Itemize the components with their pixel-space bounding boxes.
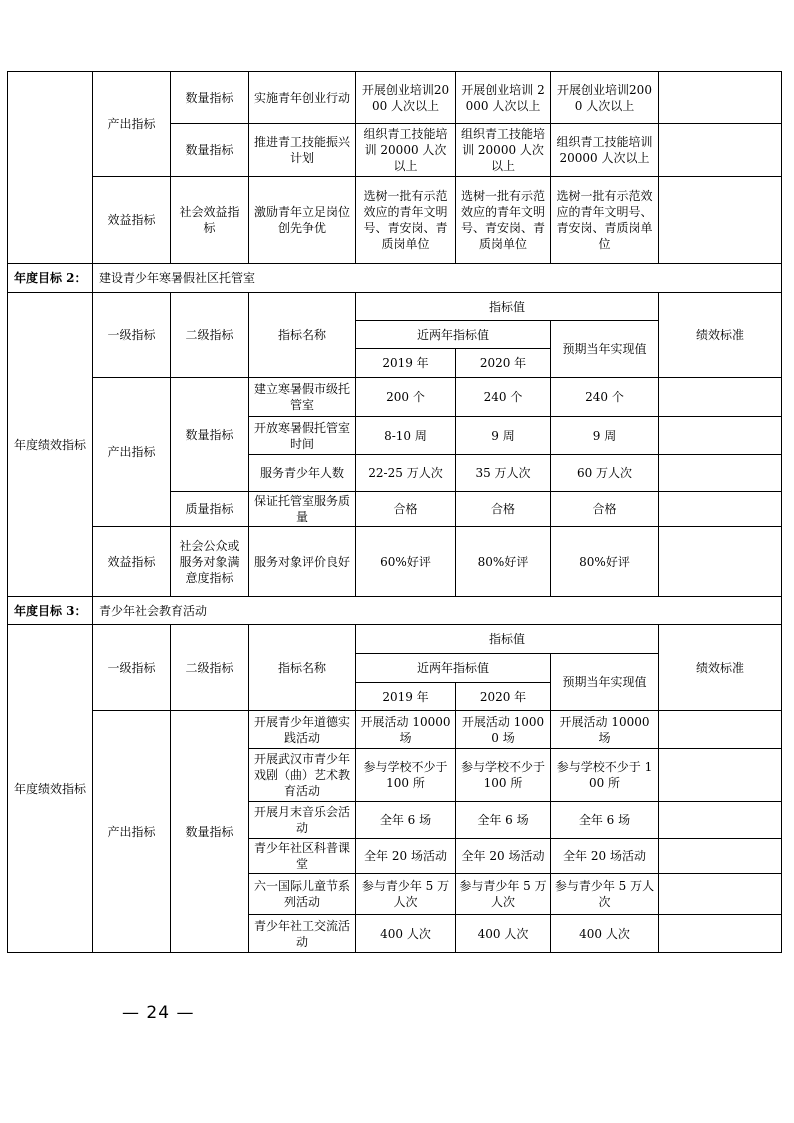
value-2020-cell: 参与学校不少于 100 所 xyxy=(456,749,551,802)
level1-cell: 产出指标 xyxy=(93,72,171,177)
header-indicator-name: 指标名称 xyxy=(249,625,356,711)
value-2019-cell: 22-25 万人次 xyxy=(356,455,456,492)
header-2020: 2020 年 xyxy=(456,683,551,711)
level1-cell: 效益指标 xyxy=(93,527,171,597)
standard-cell xyxy=(659,874,782,915)
standard-cell xyxy=(659,455,782,492)
indicator-name-cell: 开展月末音乐会活动 xyxy=(249,802,356,839)
expected-value-cell: 合格 xyxy=(551,492,659,527)
expected-value-cell: 开展活动 10000 场 xyxy=(551,711,659,749)
expected-value-cell: 选树一批有示范效应的青年文明号、青安岗、青质岗单位 xyxy=(551,177,659,264)
page-number: — 24 — xyxy=(122,1003,195,1023)
expected-value-cell: 组织青工技能培训 20000 人次以上 xyxy=(551,124,659,177)
standard-cell xyxy=(659,915,782,953)
level2-cell: 质量指标 xyxy=(171,492,249,527)
header-standard: 绩效标准 xyxy=(659,625,782,711)
value-2019-cell: 开展创业培训2000 人次以上 xyxy=(356,72,456,124)
header-expected: 预期当年实现值 xyxy=(551,654,659,711)
value-2020-cell: 合格 xyxy=(456,492,551,527)
perf-label-cell: 年度绩效指标 xyxy=(8,293,93,597)
value-2019-cell: 8-10 周 xyxy=(356,417,456,455)
level1-cell: 产出指标 xyxy=(93,711,171,953)
value-2020-cell: 全年 20 场活动 xyxy=(456,839,551,874)
value-2019-cell: 合格 xyxy=(356,492,456,527)
value-2020-cell: 全年 6 场 xyxy=(456,802,551,839)
value-2019-cell: 60%好评 xyxy=(356,527,456,597)
value-2020-cell: 80%好评 xyxy=(456,527,551,597)
header-indicator-name: 指标名称 xyxy=(249,293,356,378)
expected-value-cell: 60 万人次 xyxy=(551,455,659,492)
goal-3-text: 青少年社会教育活动 xyxy=(93,597,782,625)
goal-2-label: 年度目标 2： xyxy=(8,264,93,293)
table-row xyxy=(8,527,782,597)
standard-cell xyxy=(659,749,782,802)
header-indicator-value: 指标值 xyxy=(356,625,659,654)
indicator-name-cell: 六一国际儿童节系列活动 xyxy=(249,874,356,915)
standard-cell xyxy=(659,417,782,455)
indicator-name-cell: 推进青工技能振兴计划 xyxy=(249,124,356,177)
header-2020: 2020 年 xyxy=(456,349,551,378)
expected-value-cell: 80%好评 xyxy=(551,527,659,597)
table-row xyxy=(8,177,782,264)
header-level1: 一级指标 xyxy=(93,625,171,711)
expected-value-cell: 9 周 xyxy=(551,417,659,455)
header-row xyxy=(8,293,782,321)
level2-cell: 数量指标 xyxy=(171,72,249,124)
indicator-name-cell: 开展青少年道德实践活动 xyxy=(249,711,356,749)
value-2020-cell: 选树一批有示范效应的青年文明号、青安岗、青质岗单位 xyxy=(456,177,551,264)
table-row xyxy=(8,72,782,124)
header-indicator-value: 指标值 xyxy=(356,293,659,321)
value-2020-cell: 开展创业培训 2000 人次以上 xyxy=(456,72,551,124)
indicator-name-cell: 青少年社工交流活动 xyxy=(249,915,356,953)
value-2020-cell: 组织青工技能培训 20000 人次以上 xyxy=(456,124,551,177)
standard-cell xyxy=(659,72,782,124)
level1-cell: 效益指标 xyxy=(93,177,171,264)
value-2019-cell: 参与学校不少于 100 所 xyxy=(356,749,456,802)
standard-cell xyxy=(659,177,782,264)
value-2020-cell: 9 周 xyxy=(456,417,551,455)
indicator-name-cell: 开展武汉市青少年戏剧（曲）艺术教育活动 xyxy=(249,749,356,802)
indicator-name-cell: 保证托管室服务质量 xyxy=(249,492,356,527)
header-level1: 一级指标 xyxy=(93,293,171,378)
header-expected: 预期当年实现值 xyxy=(551,321,659,378)
header-2019: 2019 年 xyxy=(356,683,456,711)
indicator-name-cell: 实施青年创业行动 xyxy=(249,72,356,124)
standard-cell xyxy=(659,124,782,177)
indicator-name-cell: 建立寒暑假市级托管室 xyxy=(249,378,356,417)
value-2020-cell: 35 万人次 xyxy=(456,455,551,492)
table-row xyxy=(8,711,782,749)
value-2019-cell: 全年 6 场 xyxy=(356,802,456,839)
level2-cell: 社会公众或服务对象满意度指标 xyxy=(171,527,249,597)
value-2020-cell: 240 个 xyxy=(456,378,551,417)
header-2019: 2019 年 xyxy=(356,349,456,378)
value-2019-cell: 选树一批有示范效应的青年文明号、青安岗、青质岗单位 xyxy=(356,177,456,264)
header-standard: 绩效标准 xyxy=(659,293,782,378)
goal-row xyxy=(8,597,782,625)
indicator-name-cell: 激励青年立足岗位创先争优 xyxy=(249,177,356,264)
header-row xyxy=(8,625,782,654)
standard-cell xyxy=(659,378,782,417)
expected-value-cell: 240 个 xyxy=(551,378,659,417)
level2-cell: 数量指标 xyxy=(171,711,249,953)
header-level2: 二级指标 xyxy=(171,625,249,711)
expected-value-cell: 400 人次 xyxy=(551,915,659,953)
indicator-name-cell: 青少年社区科普课堂 xyxy=(249,839,356,874)
perf-label-cell: 年度绩效指标 xyxy=(8,625,93,953)
expected-value-cell: 参与青少年 5 万人次 xyxy=(551,874,659,915)
header-level2: 二级指标 xyxy=(171,293,249,378)
goal-row xyxy=(8,264,782,293)
performance-table xyxy=(7,71,782,953)
indicator-name-cell: 服务青少年人数 xyxy=(249,455,356,492)
indicator-name-cell: 开放寒暑假托管室时间 xyxy=(249,417,356,455)
expected-value-cell: 全年 6 场 xyxy=(551,802,659,839)
indicator-name-cell: 服务对象评价良好 xyxy=(249,527,356,597)
value-2019-cell: 组织青工技能培训 20000 人次以上 xyxy=(356,124,456,177)
header-recent-values: 近两年指标值 xyxy=(356,321,551,349)
expected-value-cell: 全年 20 场活动 xyxy=(551,839,659,874)
level2-cell: 数量指标 xyxy=(171,124,249,177)
standard-cell xyxy=(659,711,782,749)
value-2019-cell: 200 个 xyxy=(356,378,456,417)
perf-label-cell xyxy=(8,72,93,264)
value-2020-cell: 400 人次 xyxy=(456,915,551,953)
expected-value-cell: 参与学校不少于 100 所 xyxy=(551,749,659,802)
expected-value-cell: 开展创业培训2000 人次以上 xyxy=(551,72,659,124)
standard-cell xyxy=(659,527,782,597)
value-2019-cell: 参与青少年 5 万人次 xyxy=(356,874,456,915)
goal-3-label: 年度目标 3： xyxy=(8,597,93,625)
standard-cell xyxy=(659,802,782,839)
value-2020-cell: 参与青少年 5 万人次 xyxy=(456,874,551,915)
value-2019-cell: 全年 20 场活动 xyxy=(356,839,456,874)
table-row xyxy=(8,378,782,417)
value-2019-cell: 开展活动 10000 场 xyxy=(356,711,456,749)
level2-cell: 社会效益指标 xyxy=(171,177,249,264)
value-2020-cell: 开展活动 10000 场 xyxy=(456,711,551,749)
level2-cell: 数量指标 xyxy=(171,378,249,492)
standard-cell xyxy=(659,839,782,874)
value-2019-cell: 400 人次 xyxy=(356,915,456,953)
goal-2-text: 建设青少年寒暑假社区托管室 xyxy=(93,264,782,293)
header-recent-values: 近两年指标值 xyxy=(356,654,551,683)
level1-cell: 产出指标 xyxy=(93,378,171,527)
standard-cell xyxy=(659,492,782,527)
